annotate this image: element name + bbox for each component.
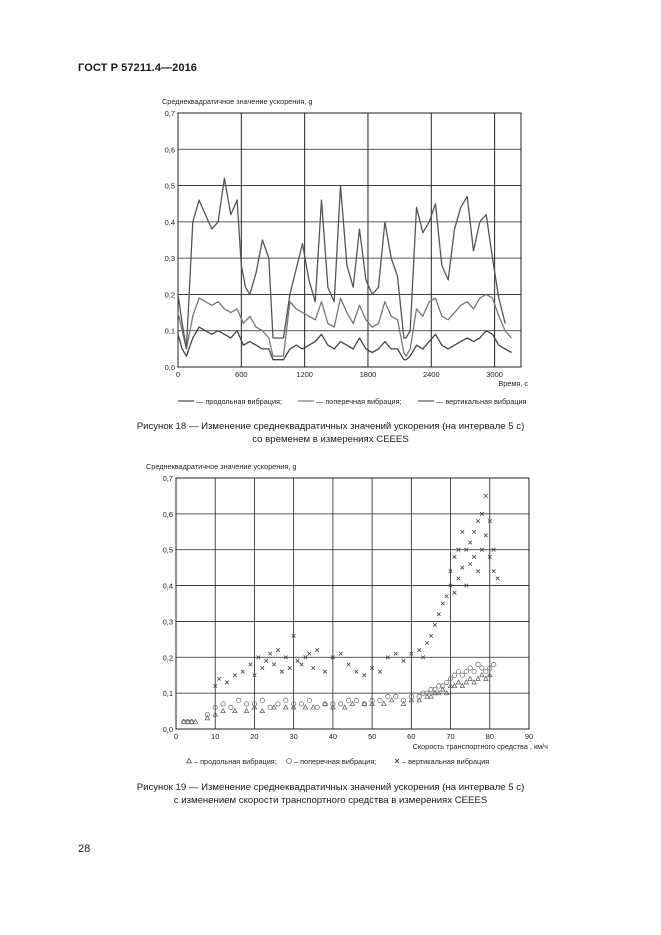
point-cross	[453, 591, 457, 595]
point-cross	[378, 670, 382, 674]
point-triangle	[284, 705, 288, 709]
y-tick-label: 0,1	[164, 326, 175, 336]
x-tick-label: 600	[235, 370, 248, 379]
plot-frame	[176, 478, 529, 729]
point-cross	[339, 652, 343, 656]
series-line-0	[178, 327, 512, 360]
point-triangle	[342, 705, 346, 709]
point-cross	[461, 530, 465, 534]
point-circle	[452, 673, 456, 677]
figure19-caption-line2: с изменением скорости транспортного средства в измерениях CEEES	[173, 795, 488, 806]
point-cross	[484, 494, 488, 498]
point-circle	[444, 680, 448, 684]
x-tick-label: 50	[367, 732, 377, 741]
point-circle	[307, 698, 311, 702]
y-tick-label: 0,1	[162, 689, 173, 699]
series-line-1	[178, 294, 512, 356]
y-tick-label: 0,7	[162, 474, 173, 483]
point-cross	[347, 663, 351, 667]
legend-label: – вертикальная вибрация	[402, 757, 490, 766]
point-circle	[460, 673, 464, 677]
page-number: 28	[78, 843, 91, 855]
point-triangle	[390, 698, 394, 702]
legend-swatch	[287, 759, 292, 764]
point-circle	[456, 669, 460, 673]
legend-label: — вертикальная вибрация	[436, 397, 527, 406]
x-tick-label: 80	[485, 732, 494, 741]
point-cross	[394, 652, 398, 656]
x-tick-label: 3000	[486, 370, 503, 379]
point-circle	[492, 662, 496, 666]
x-tick-label: 70	[446, 732, 455, 741]
point-cross	[217, 677, 221, 681]
y-tick-label: 0,2	[164, 290, 175, 300]
point-circle	[480, 666, 484, 670]
point-cross	[476, 519, 480, 523]
point-triangle	[480, 673, 484, 677]
point-circle	[315, 705, 319, 709]
figure19-caption-line1: Рисунок 19 — Изменение среднеквадратичных значений ускорения (на интервале 5 с)	[136, 782, 525, 793]
point-cross	[260, 666, 264, 670]
y-tick-label: 0,4	[162, 581, 173, 591]
point-cross	[249, 663, 253, 667]
x-tick-label: 90	[524, 732, 534, 741]
point-circle	[346, 698, 350, 702]
y-tick-label: 0,3	[162, 617, 173, 627]
legend-label: – поперечная вибрация;	[294, 757, 377, 766]
point-circle	[299, 702, 303, 706]
point-circle	[221, 702, 225, 706]
point-cross	[264, 659, 268, 663]
point-cross	[268, 652, 272, 656]
y-tick-label: 0,0	[162, 725, 173, 734]
point-cross	[311, 666, 315, 670]
point-circle	[260, 698, 264, 702]
point-cross	[484, 534, 488, 538]
point-triangle	[350, 702, 354, 706]
y-tick-label: 0,6	[164, 145, 175, 155]
figure18-caption-line1: Рисунок 18 — Изменение среднеквадратичных значений ускорения (на интервале 5 с)	[136, 421, 525, 432]
document-header: ГОСТ Р 57211.4—2016	[78, 62, 198, 74]
y-axis-label: Среднеквадратичное значение ускорения, g	[162, 97, 313, 106]
point-cross	[429, 634, 433, 638]
point-cross	[457, 577, 461, 581]
point-cross	[308, 652, 312, 656]
point-triangle	[456, 680, 460, 684]
y-tick-label: 0,3	[164, 254, 175, 264]
y-tick-label: 0,0	[164, 363, 175, 372]
point-triangle	[468, 676, 472, 680]
point-cross	[233, 673, 237, 677]
y-tick-label: 0,2	[162, 653, 173, 663]
point-triangle	[382, 702, 386, 706]
point-circle	[468, 666, 472, 670]
y-tick-label: 0,7	[164, 109, 175, 118]
point-circle	[339, 702, 343, 706]
point-cross	[355, 670, 359, 674]
point-triangle	[303, 705, 307, 709]
legend-swatch	[395, 759, 399, 763]
point-cross	[315, 648, 319, 652]
x-tick-label: 10	[211, 732, 220, 741]
point-triangle	[244, 709, 248, 713]
y-tick-label: 0,5	[164, 181, 175, 191]
series-line-2	[178, 178, 505, 349]
point-cross	[437, 612, 441, 616]
legend-label: – продольная вибрация;	[194, 757, 277, 766]
x-tick-label: 60	[407, 732, 416, 741]
point-cross	[461, 566, 465, 570]
point-cross	[476, 569, 480, 573]
point-circle	[237, 698, 241, 702]
y-tick-label: 0,4	[164, 217, 175, 227]
x-tick-label: 0	[175, 370, 181, 379]
point-circle	[378, 698, 382, 702]
x-tick-label: 0	[173, 732, 179, 741]
x-axis-label: Скорость транспортного средства , км/ч	[412, 742, 548, 751]
y-axis-label: Среднеквадратичное значение ускорения, g	[146, 462, 297, 471]
figure19-caption	[60, 781, 601, 807]
point-triangle	[260, 709, 264, 713]
point-circle	[276, 702, 280, 706]
point-circle	[229, 705, 233, 709]
point-cross	[441, 602, 445, 606]
point-cross	[402, 659, 406, 663]
point-cross	[492, 569, 496, 573]
point-cross	[241, 670, 245, 674]
point-circle	[476, 662, 480, 666]
legend	[187, 757, 490, 766]
point-circle	[386, 695, 390, 699]
x-tick-label: 40	[328, 732, 338, 741]
point-circle	[393, 695, 397, 699]
point-cross	[417, 648, 421, 652]
point-circle	[484, 669, 488, 673]
x-tick-label: 1200	[296, 370, 313, 379]
point-cross	[472, 555, 476, 559]
x-axis-label: Время, с	[498, 379, 528, 388]
point-cross	[300, 663, 304, 667]
point-cross	[276, 648, 280, 652]
point-circle	[244, 702, 248, 706]
point-cross	[225, 681, 229, 685]
point-cross	[472, 530, 476, 534]
point-triangle	[221, 709, 225, 713]
point-cross	[468, 541, 472, 545]
x-tick-label: 2400	[422, 370, 440, 379]
point-cross	[425, 641, 429, 645]
point-circle	[268, 705, 272, 709]
point-circle	[464, 669, 468, 673]
point-cross	[445, 595, 449, 599]
plot-frame	[178, 113, 521, 367]
legend-label: — продольная вибрация;	[196, 397, 282, 406]
point-cross	[362, 673, 366, 677]
point-circle	[284, 698, 288, 702]
point-triangle	[233, 709, 237, 713]
y-tick-label: 0,5	[162, 545, 173, 555]
point-cross	[280, 670, 284, 674]
figure18-caption-line2: со временем в измерениях CEEES	[252, 434, 409, 445]
point-cross	[433, 623, 437, 627]
legend	[178, 397, 527, 406]
legend-swatch	[187, 758, 192, 762]
y-tick-label: 0,6	[162, 509, 173, 519]
point-circle	[472, 669, 476, 673]
x-tick-label: 1800	[359, 370, 377, 379]
legend-label: — поперечная вибрация;	[316, 397, 402, 406]
x-tick-label: 20	[250, 732, 259, 741]
point-cross	[323, 670, 327, 674]
x-tick-label: 30	[289, 732, 298, 741]
point-cross	[453, 555, 457, 559]
point-cross	[468, 562, 472, 566]
point-cross	[272, 663, 276, 667]
point-cross	[288, 666, 292, 670]
point-cross	[296, 659, 300, 663]
point-circle	[354, 698, 358, 702]
figure18-caption	[60, 420, 601, 446]
point-cross	[496, 577, 500, 581]
